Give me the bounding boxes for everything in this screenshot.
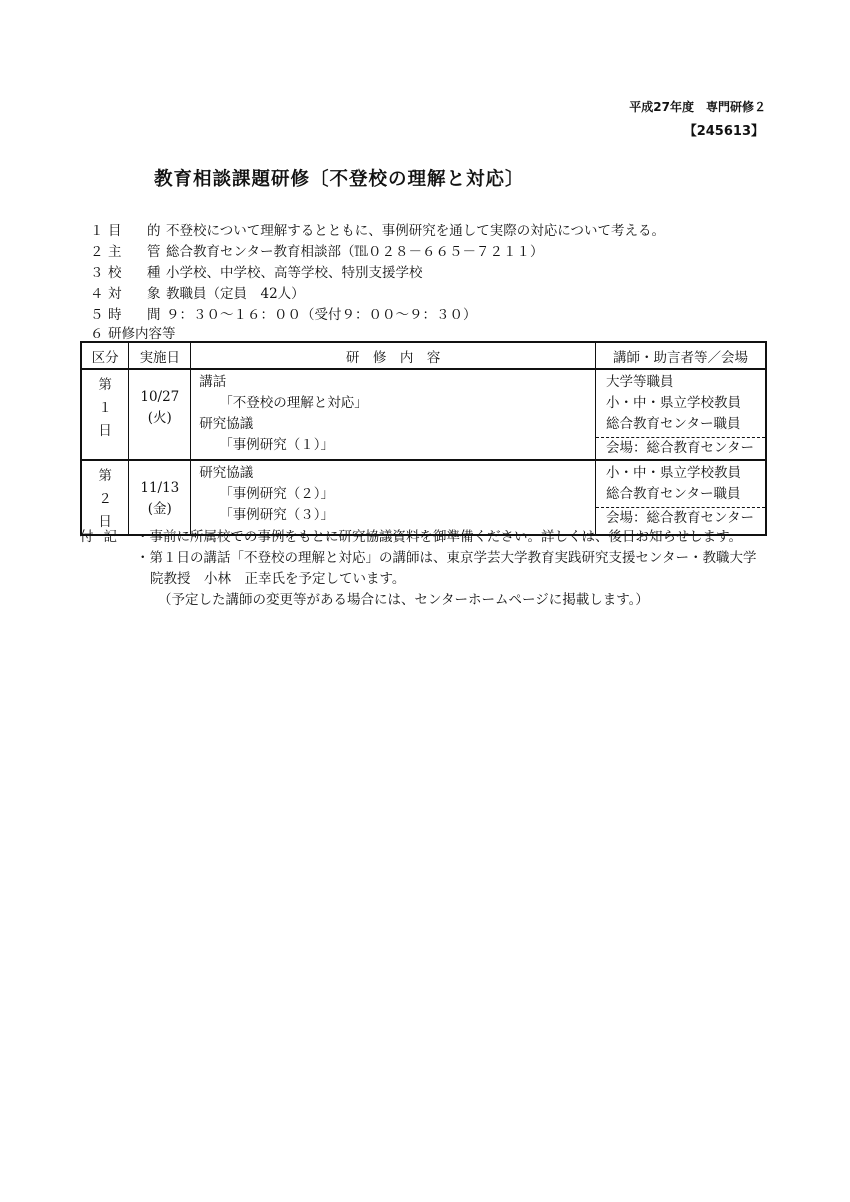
course-code: 【245613】 bbox=[683, 124, 764, 139]
day1-kubun: 第 １ 日 bbox=[81, 369, 129, 460]
header-lecturer: 講師・助言者等／会場 bbox=[595, 342, 766, 369]
day2-lecturers: 小・中・県立学校教員 総合教育センター職員 会場：総合教育センター bbox=[595, 460, 766, 535]
item-purpose: １ 目 的不登校について理解するとともに、事例研究を通して実際の対応について考える。 bbox=[90, 223, 665, 239]
page-title: 教育相談課題研修〔不登校の理解と対応〕 bbox=[154, 169, 525, 190]
day1-date: 10/27 (火) bbox=[129, 369, 191, 460]
header-date: 実施日 bbox=[129, 342, 191, 369]
note-line: 院教授 小林 正幸氏を予定しています。 bbox=[150, 571, 406, 587]
item-contents: ６ 研修内容等 bbox=[90, 326, 176, 342]
item-organizer: ２ 主 管総合教育センター教育相談部（℡０２８－６６５－７２１１） bbox=[90, 244, 544, 260]
item-school-type: ３ 校 種小学校、中学校、高等学校、特別支援学校 bbox=[90, 265, 423, 281]
table-row bbox=[81, 460, 766, 535]
day2-content: 研究協議 「事例研究（２）」 「事例研究（３）」 bbox=[191, 460, 596, 535]
series-label: 平成27年度 専門研修２ bbox=[629, 100, 766, 114]
header-content: 研 修 内 容 bbox=[191, 342, 596, 369]
day2-date: 11/13 (金) bbox=[129, 460, 191, 535]
note-line: （予定した講師の変更等がある場合には、センターホームページに掲載します。） bbox=[158, 592, 649, 608]
item-time: ５ 時 間９：３０～１６：００（受付９：００～９：３０） bbox=[90, 307, 477, 323]
note-line: ・事前に所属校での事例をもとに研究協議資料を御準備ください。詳しくは、後日お知らせします。 bbox=[136, 529, 743, 545]
schedule-table bbox=[80, 341, 767, 536]
day1-venue: 会場：総合教育センター bbox=[596, 437, 765, 459]
header-kubun: 区分 bbox=[81, 342, 129, 369]
table-row bbox=[81, 369, 766, 460]
day2-kubun: 第 ２ 日 bbox=[81, 460, 129, 535]
notes-heading: 付記 bbox=[80, 529, 127, 545]
day1-lecturers: 大学等職員 小・中・県立学校教員 総合教育センター職員 会場：総合教育センター bbox=[595, 369, 766, 460]
day2-venue: 会場：総合教育センター bbox=[596, 507, 765, 529]
day1-content: 講話 「不登校の理解と対応」 研究協議 「事例研究（１）」 bbox=[191, 369, 596, 460]
table-header-row bbox=[81, 342, 766, 369]
note-line: ・第１日の講話「不登校の理解と対応」の講師は、東京学芸大学教育実践研究支援センター・教職大学 bbox=[136, 550, 757, 566]
item-target: ４ 対 象教職員（定員 42人） bbox=[90, 286, 305, 302]
